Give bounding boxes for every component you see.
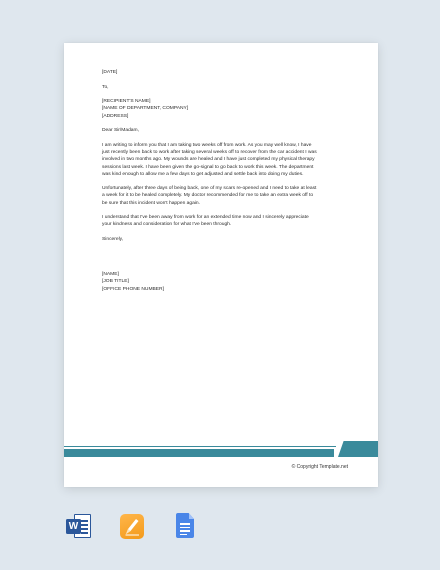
google-docs-icon[interactable] bbox=[172, 513, 198, 541]
letter-date: [DATE] bbox=[102, 70, 118, 75]
pages-icon[interactable] bbox=[119, 513, 145, 541]
letter-to: To, bbox=[102, 84, 109, 90]
paragraph-line: Unfortunately, after three days of being back, one of my scars re-opened and I need to take at least bbox=[102, 186, 317, 192]
footer-band-tab bbox=[338, 441, 378, 457]
signature-job-title: [JOB TITLE] bbox=[102, 279, 129, 285]
word-icon[interactable] bbox=[66, 513, 92, 541]
signature-name: [NAME] bbox=[102, 271, 119, 277]
letter-page bbox=[64, 43, 378, 487]
paragraph-line: just recently been back to work after taking several weeks off to recover from the car accident I was bbox=[102, 149, 317, 155]
paragraph-line: I understand that I've been away from work for an extended time now and I sincerely appreciate bbox=[102, 215, 309, 221]
paragraph-line: be sure that this incident won't happen again. bbox=[102, 200, 200, 206]
letter-salutation: Dear Sir/Madam, bbox=[102, 128, 139, 134]
letter-closing: Sincerely, bbox=[102, 236, 124, 242]
paragraph-line: involved in two months ago. My wounds are healed and I have just completed my physical therapy bbox=[102, 157, 315, 163]
recipient-department: [NAME OF DEPARTMENT, COMPANY] bbox=[102, 106, 189, 112]
paragraph-line: was kind enough to allow me a few days to get adjusted and settle back into doing my duties. bbox=[102, 171, 304, 177]
signature-phone: [OFFICE PHONE NUMBER] bbox=[102, 286, 164, 292]
paragraph-line: your kindness and consideration for what I've been through. bbox=[102, 222, 232, 228]
word-letter: W bbox=[66, 519, 81, 534]
letter-paragraph-2 bbox=[102, 185, 352, 207]
letter-paragraph-3 bbox=[102, 214, 352, 229]
letter-paragraph-1 bbox=[102, 142, 352, 178]
paragraph-line: I am writing to inform you that I am taking two weeks off from work. As you may well know, I have bbox=[102, 142, 312, 148]
recipient-address: [ADDRESS] bbox=[102, 113, 129, 119]
paragraph-line: a week for it to be healed completely. My doctor recommended for me to take an extra week off to bbox=[102, 193, 314, 199]
footer-band bbox=[64, 449, 334, 457]
letter-body bbox=[102, 69, 352, 293]
footer-band-line bbox=[64, 446, 336, 447]
app-icon-row bbox=[66, 513, 198, 541]
paragraph-line: sessions last week. I have been given the go-signal to go back to work this week. The department bbox=[102, 164, 314, 170]
copyright-text: © Copyright Template.net bbox=[291, 464, 348, 470]
recipient-name: [RECIPIENT'S NAME] bbox=[102, 99, 151, 105]
